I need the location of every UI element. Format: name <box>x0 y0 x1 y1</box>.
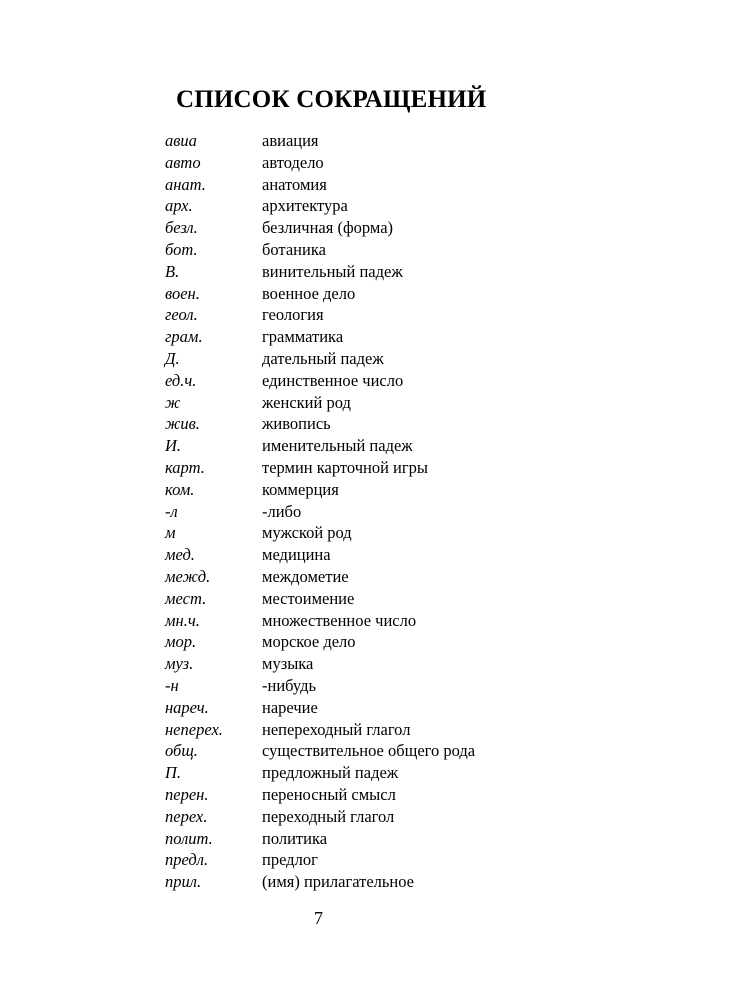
abbreviation-row <box>165 152 525 174</box>
abbreviation: мест. <box>165 588 207 608</box>
abbreviation-meaning: термин карточной игры <box>262 457 428 477</box>
abbreviation-row <box>165 544 525 566</box>
abbreviation-row <box>165 610 525 632</box>
abbreviation-row <box>165 392 525 414</box>
abbreviation: муз. <box>165 654 194 674</box>
abbreviation: перех. <box>165 806 208 826</box>
abbreviation-meaning: женский род <box>262 392 351 412</box>
abbreviation-meaning: -нибудь <box>262 675 317 695</box>
abbreviation-meaning: дательный падеж <box>262 348 384 368</box>
abbreviation-meaning: (имя) прилагательное <box>262 872 415 892</box>
abbreviation-row <box>165 653 525 675</box>
abbreviation: ж <box>165 392 181 412</box>
abbreviation-row <box>165 174 525 196</box>
abbreviation-row <box>165 675 525 697</box>
abbreviation-row <box>165 326 525 348</box>
abbreviation-meaning: морское дело <box>262 632 356 652</box>
abbreviation-row <box>165 217 525 239</box>
abbreviation-row <box>165 413 525 435</box>
abbreviation: И. <box>165 436 182 456</box>
abbreviation-row <box>165 588 525 610</box>
abbreviation-row <box>165 697 525 719</box>
abbreviation-row <box>165 806 525 828</box>
abbreviation-meaning: грамматика <box>262 327 344 347</box>
abbreviation-row <box>165 348 525 370</box>
abbreviation-row <box>165 784 525 806</box>
abbreviation: нареч. <box>165 697 209 717</box>
abbreviation-row <box>165 631 525 653</box>
abbreviation: безл. <box>165 218 198 238</box>
abbreviation-meaning: коммерция <box>262 479 339 499</box>
abbreviation-meaning: винительный падеж <box>262 261 403 281</box>
abbreviation: авиа <box>165 131 197 150</box>
abbreviation: П. <box>165 763 182 783</box>
abbreviation-row <box>165 195 525 217</box>
abbreviation: межд. <box>165 566 211 586</box>
abbreviation-meaning: ботаника <box>262 239 326 259</box>
abbreviation-row <box>165 740 525 762</box>
abbreviation: мор. <box>165 632 197 652</box>
abbreviation-row <box>165 283 525 305</box>
abbreviation: предл. <box>165 850 209 870</box>
abbreviation: прил. <box>165 872 202 892</box>
abbreviation-meaning: безличная (форма) <box>262 218 394 238</box>
abbreviation-meaning: музыка <box>262 654 314 674</box>
abbreviation-meaning: военное дело <box>262 283 356 303</box>
abbreviation-meaning: анатомия <box>262 174 327 194</box>
abbreviation-row <box>165 435 525 457</box>
abbreviation: ед.ч. <box>165 370 197 390</box>
page-number: 7 <box>314 908 323 928</box>
abbreviation-meaning: предложный падеж <box>262 763 399 783</box>
abbreviation-meaning: множественное число <box>262 610 417 630</box>
abbreviation-row <box>165 522 525 544</box>
abbreviation: Д. <box>165 348 180 368</box>
abbreviation: м <box>165 523 176 543</box>
abbreviation-meaning: местоимение <box>262 588 355 608</box>
abbreviation-row <box>165 871 525 893</box>
abbreviation-row <box>165 501 525 523</box>
abbreviation: геол. <box>165 305 198 325</box>
abbreviation: воен. <box>165 283 200 303</box>
abbreviation: полит. <box>165 828 213 848</box>
abbreviation-row <box>165 566 525 588</box>
abbreviation-meaning: междометие <box>262 566 349 586</box>
abbreviation: анат. <box>165 174 206 194</box>
abbreviation: общ. <box>165 741 198 761</box>
abbreviation-row <box>165 239 525 261</box>
abbreviation-meaning: предлог <box>262 850 318 870</box>
abbreviation-meaning: наречие <box>262 697 318 717</box>
abbreviation-row <box>165 849 525 871</box>
abbreviation-row <box>165 479 525 501</box>
abbreviation: мн.ч. <box>165 610 200 630</box>
abbreviation: грам. <box>165 327 203 347</box>
abbreviation-meaning: переносный смысл <box>262 784 396 804</box>
abbreviation-meaning: существительное общего рода <box>262 741 476 761</box>
abbreviation-meaning: живопись <box>262 414 331 434</box>
abbreviation-meaning: медицина <box>262 545 331 565</box>
abbreviation-meaning: переходный глагол <box>262 806 395 826</box>
abbreviation-meaning: именительный падеж <box>262 436 413 456</box>
abbreviation-meaning: авиация <box>262 131 319 150</box>
abbreviation: жив. <box>165 414 200 434</box>
abbreviation-row <box>165 762 525 784</box>
abbreviation-row <box>165 261 525 283</box>
abbreviation-row <box>165 828 525 850</box>
abbreviation-meaning: единственное число <box>262 370 404 390</box>
abbreviation-meaning: автодело <box>262 152 324 172</box>
abbreviation: карт. <box>165 457 205 477</box>
abbreviation-meaning: геология <box>262 305 324 325</box>
abbreviation: В. <box>165 261 180 281</box>
abbreviation: ком. <box>165 479 195 499</box>
abbreviation-meaning: мужской род <box>262 523 352 543</box>
abbreviation-list <box>165 130 525 893</box>
abbreviation-row <box>165 457 525 479</box>
abbreviation-meaning: архитектура <box>262 196 348 216</box>
abbreviation: бот. <box>165 239 198 259</box>
abbreviation-row <box>165 370 525 392</box>
abbreviation: мед. <box>165 545 195 565</box>
abbreviation: неперех. <box>165 719 223 739</box>
abbreviation-row <box>165 304 525 326</box>
abbreviation-row <box>165 719 525 741</box>
abbreviation: арх. <box>165 196 193 216</box>
abbreviation: авто <box>165 152 201 172</box>
abbreviation-row <box>165 130 525 152</box>
abbreviation-meaning: политика <box>262 828 328 848</box>
abbreviation: -л <box>165 501 178 521</box>
abbreviation-meaning: непереходный глагол <box>262 719 411 739</box>
abbreviation: -н <box>165 675 179 695</box>
page-title: СПИСОК СОКРАЩЕНИЙ <box>176 86 487 113</box>
abbreviation-meaning: -либо <box>262 501 302 521</box>
abbreviation: перен. <box>165 784 209 804</box>
